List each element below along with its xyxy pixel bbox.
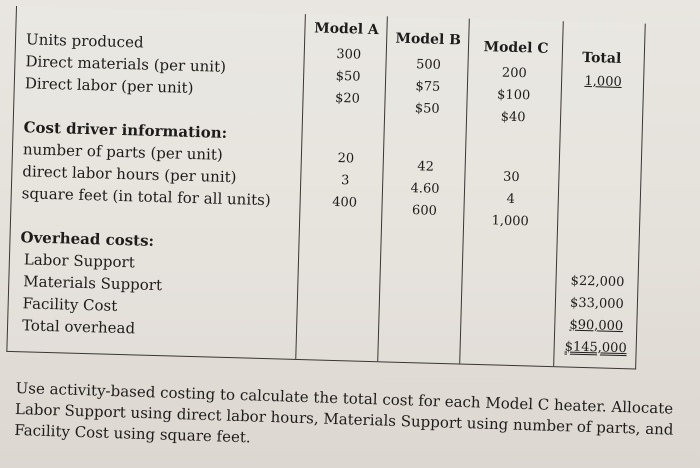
total-overhead-amount: $145,000 xyxy=(564,339,627,357)
parts-model-c: 30 xyxy=(502,169,520,186)
materials-model-c: $100 xyxy=(496,87,531,104)
facility-cost-total: $90,000 xyxy=(569,317,624,335)
materials-model-b: $75 xyxy=(415,79,441,95)
units-model-b: 500 xyxy=(415,57,442,73)
header-model-c: Model C xyxy=(483,39,549,57)
labor-support-total: $22,000 xyxy=(570,273,625,291)
sqft-model-b: 600 xyxy=(411,203,438,219)
hours-model-a: 3 xyxy=(340,173,350,189)
materials-support-total: $33,000 xyxy=(569,295,624,313)
sqft-model-c: 1,000 xyxy=(491,213,529,230)
labor-model-c: $40 xyxy=(500,109,526,126)
header-model-a: Model A xyxy=(313,20,379,39)
label-square-feet: square feet (in total for all units) xyxy=(21,184,271,210)
column-divider xyxy=(553,21,564,366)
label-facility-cost: Facility Cost xyxy=(22,294,118,315)
label-units-produced: Units produced xyxy=(25,30,144,52)
label-total-overhead: Total overhead xyxy=(21,316,136,338)
hours-model-b: 4.60 xyxy=(410,181,440,197)
cost-driver-heading: Cost driver information: xyxy=(23,118,228,142)
materials-model-a: $50 xyxy=(335,68,361,85)
label-labor-hours: direct labor hours (per unit) xyxy=(22,162,237,187)
label-direct-materials: Direct materials (per unit) xyxy=(25,52,227,76)
cost-table xyxy=(6,6,645,369)
label-number-of-parts: number of parts (per unit) xyxy=(22,140,223,164)
overhead-heading: Overhead costs: xyxy=(20,228,155,250)
labor-model-b: $50 xyxy=(414,101,440,117)
units-model-c: 200 xyxy=(501,65,527,82)
units-total: 1,000 xyxy=(584,73,622,90)
hours-model-c: 4 xyxy=(506,191,516,208)
units-model-a: 300 xyxy=(336,46,362,63)
label-materials-support: Materials Support xyxy=(23,272,163,295)
question-text: Use activity-based costing to calculate the total cost for each Model C heater. Allocate Labor Support using direct labor hours, Materials Support using number of parts, and Facility Cost using square feet. xyxy=(14,378,674,447)
parts-model-b: 42 xyxy=(417,159,435,175)
header-total: Total xyxy=(582,49,622,67)
column-divider xyxy=(295,14,306,359)
parts-model-a: 20 xyxy=(337,151,355,167)
label-labor-support: Labor Support xyxy=(23,250,135,272)
labor-model-a: $20 xyxy=(334,90,361,107)
sqft-model-a: 400 xyxy=(332,194,358,211)
header-model-b: Model B xyxy=(395,30,462,49)
label-direct-labor: Direct labor (per unit) xyxy=(24,74,194,97)
